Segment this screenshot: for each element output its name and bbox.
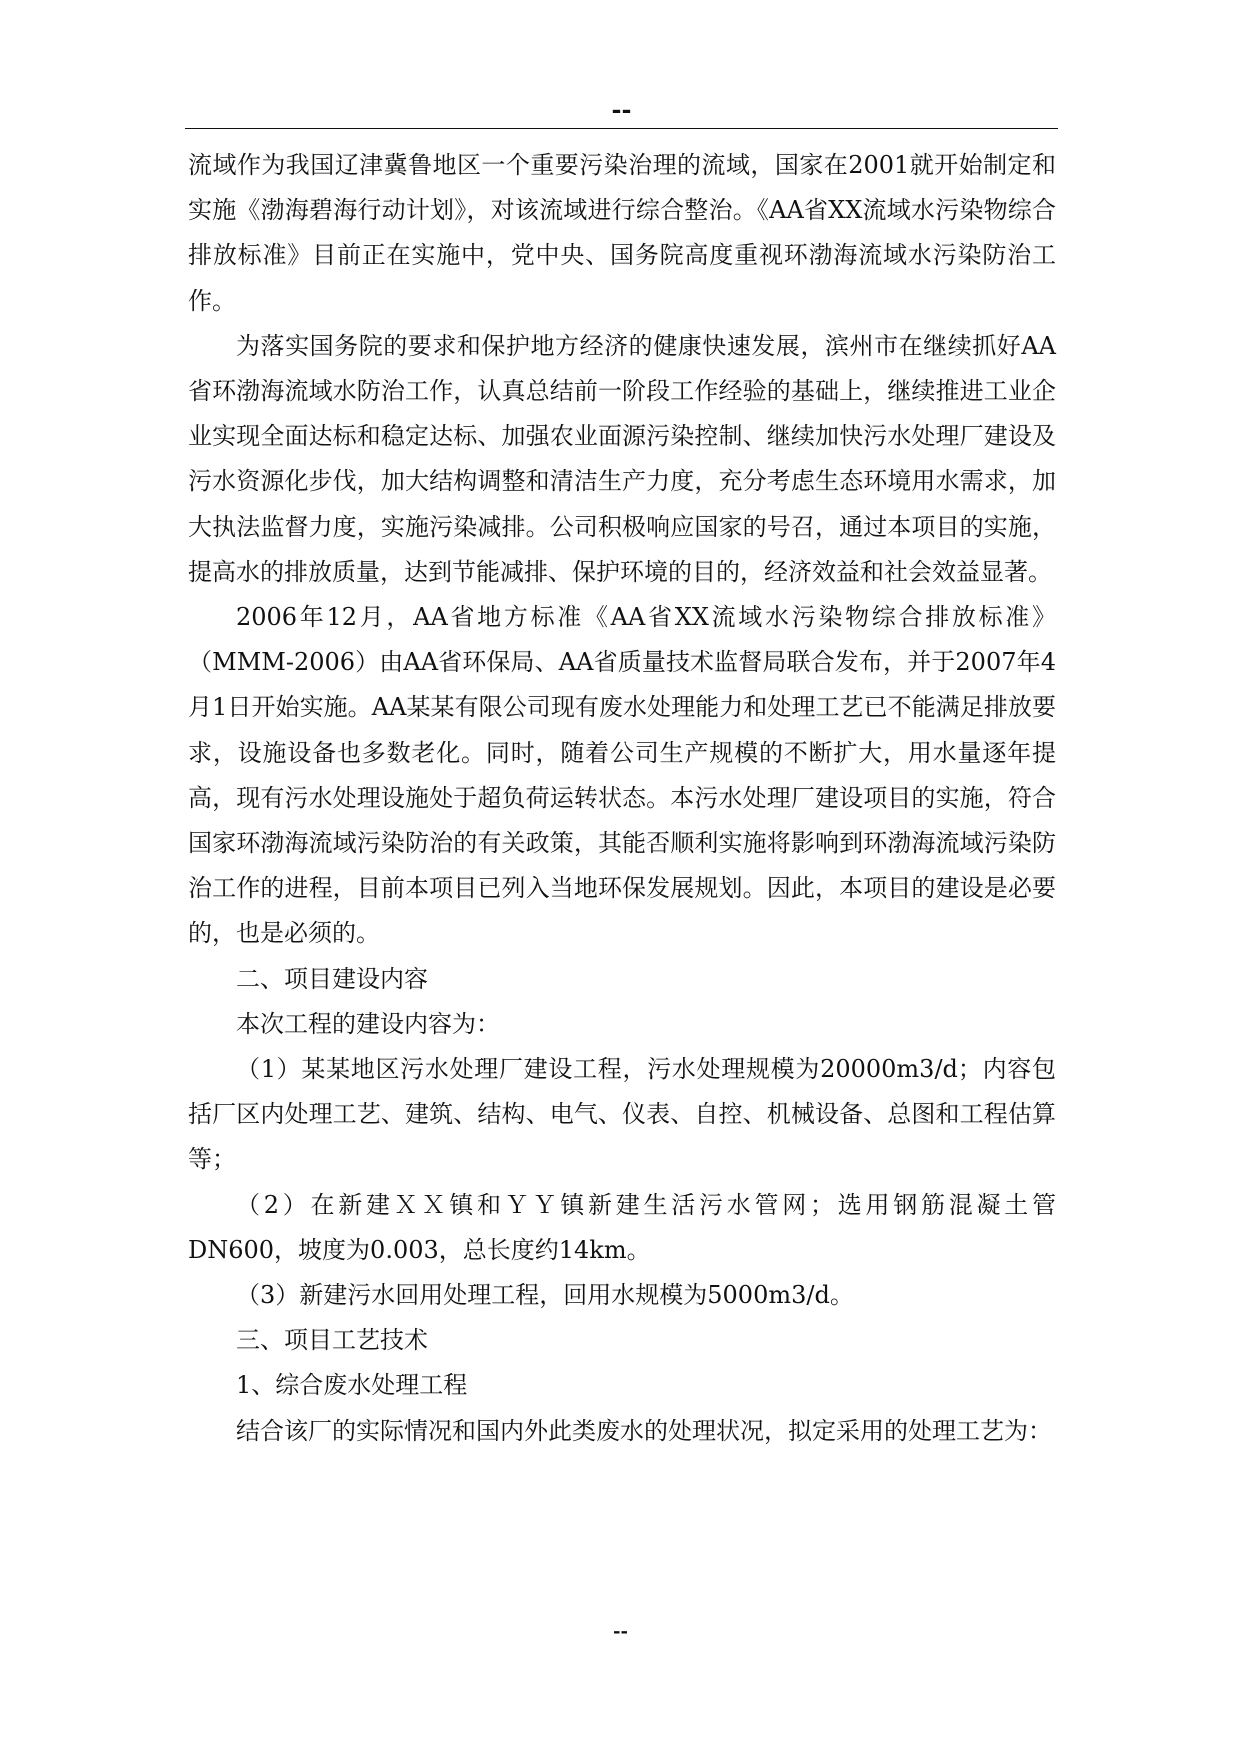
page-footer	[0, 1620, 1241, 1644]
list-item-3: （3）新建污水回用处理工程，回用水规模为5000m3/d。	[236, 1281, 854, 1310]
subsection-heading-wastewater: 1、综合废水处理工程	[236, 1371, 468, 1400]
document-body	[188, 143, 1056, 1454]
footer-mark: --	[613, 1621, 628, 1642]
paragraph-policy-implementation: 为落实国务院的要求和保护地方经济的健康快速发展，滨州市在继续抓好AA省环渤海流域水防治工作，认真总结前一阶段工作经验的基础上，继续推进工业企业实现全面达标和稳定达标、加强农业面源污染控制、继续加快污水处理厂建设及污水资源化步伐，加大结构调整和清洁生产力度，充分考虑生态环境用水需求，加大执法监督力度，实施污染减排。公司积极响应国家的号召，通过本项目的实施，提高水的排放质量，达到节能减排、保护环境的目的，经济效益和社会效益显著。	[188, 331, 1056, 586]
paragraph-process-intro: 结合该厂的实际情况和国内外此类废水的处理状况，拟定采用的处理工艺为：	[236, 1416, 1052, 1445]
section-heading-construction-content: 二、项目建设内容	[236, 964, 428, 993]
header-mark: --	[611, 95, 632, 124]
list-item-2: （2）在新建ＸＸ镇和ＹＹ镇新建生活污水管网；选用钢筋混凝土管DN600，坡度为0.003，总长度约14km。	[188, 1190, 1056, 1264]
paragraph-construction-intro: 本次工程的建设内容为：	[236, 1009, 500, 1038]
paragraph-standard-necessity: 2006年12月，AA省地方标准《AA省XX流域水污染物综合排放标准》（MMM-2006）由AA省环保局、AA省质量技术监督局联合发布，并于2007年4月1日开始实施。AA某某有限公司现有废水处理能力和处理工艺已不能满足排放要求，设施设备也多数老化。同时，随着公司生产规模的不断扩大，用水量逐年提高，现有污水处理设施处于超负荷运转状态。本污水处理厂建设项目的实施，符合国家环渤海流域污染防治的有关政策，其能否顺利实施将影响到环渤海流域污染防治工作的进程，目前本项目已列入当地环保发展规划。因此，本项目的建设是必要的，也是必须的。	[188, 603, 1056, 948]
paragraph-basin-background: 流域作为我国辽津冀鲁地区一个重要污染治理的流域，国家在2001就开始制定和实施《渤海碧海行动计划》，对该流域进行综合整治。《AA省XX流域水污染物综合排放标准》目前正在实施中，党中央、国务院高度重视环渤海流域水污染防治工作。	[188, 151, 1056, 315]
list-item-1: （1）某某地区污水处理厂建设工程，污水处理规模为20000m3/d；内容包括厂区内处理工艺、建筑、结构、电气、仪表、自控、机械设备、总图和工程估算等；	[188, 1055, 1056, 1174]
page-header	[185, 92, 1058, 129]
section-heading-process-technology: 三、项目工艺技术	[236, 1326, 428, 1355]
